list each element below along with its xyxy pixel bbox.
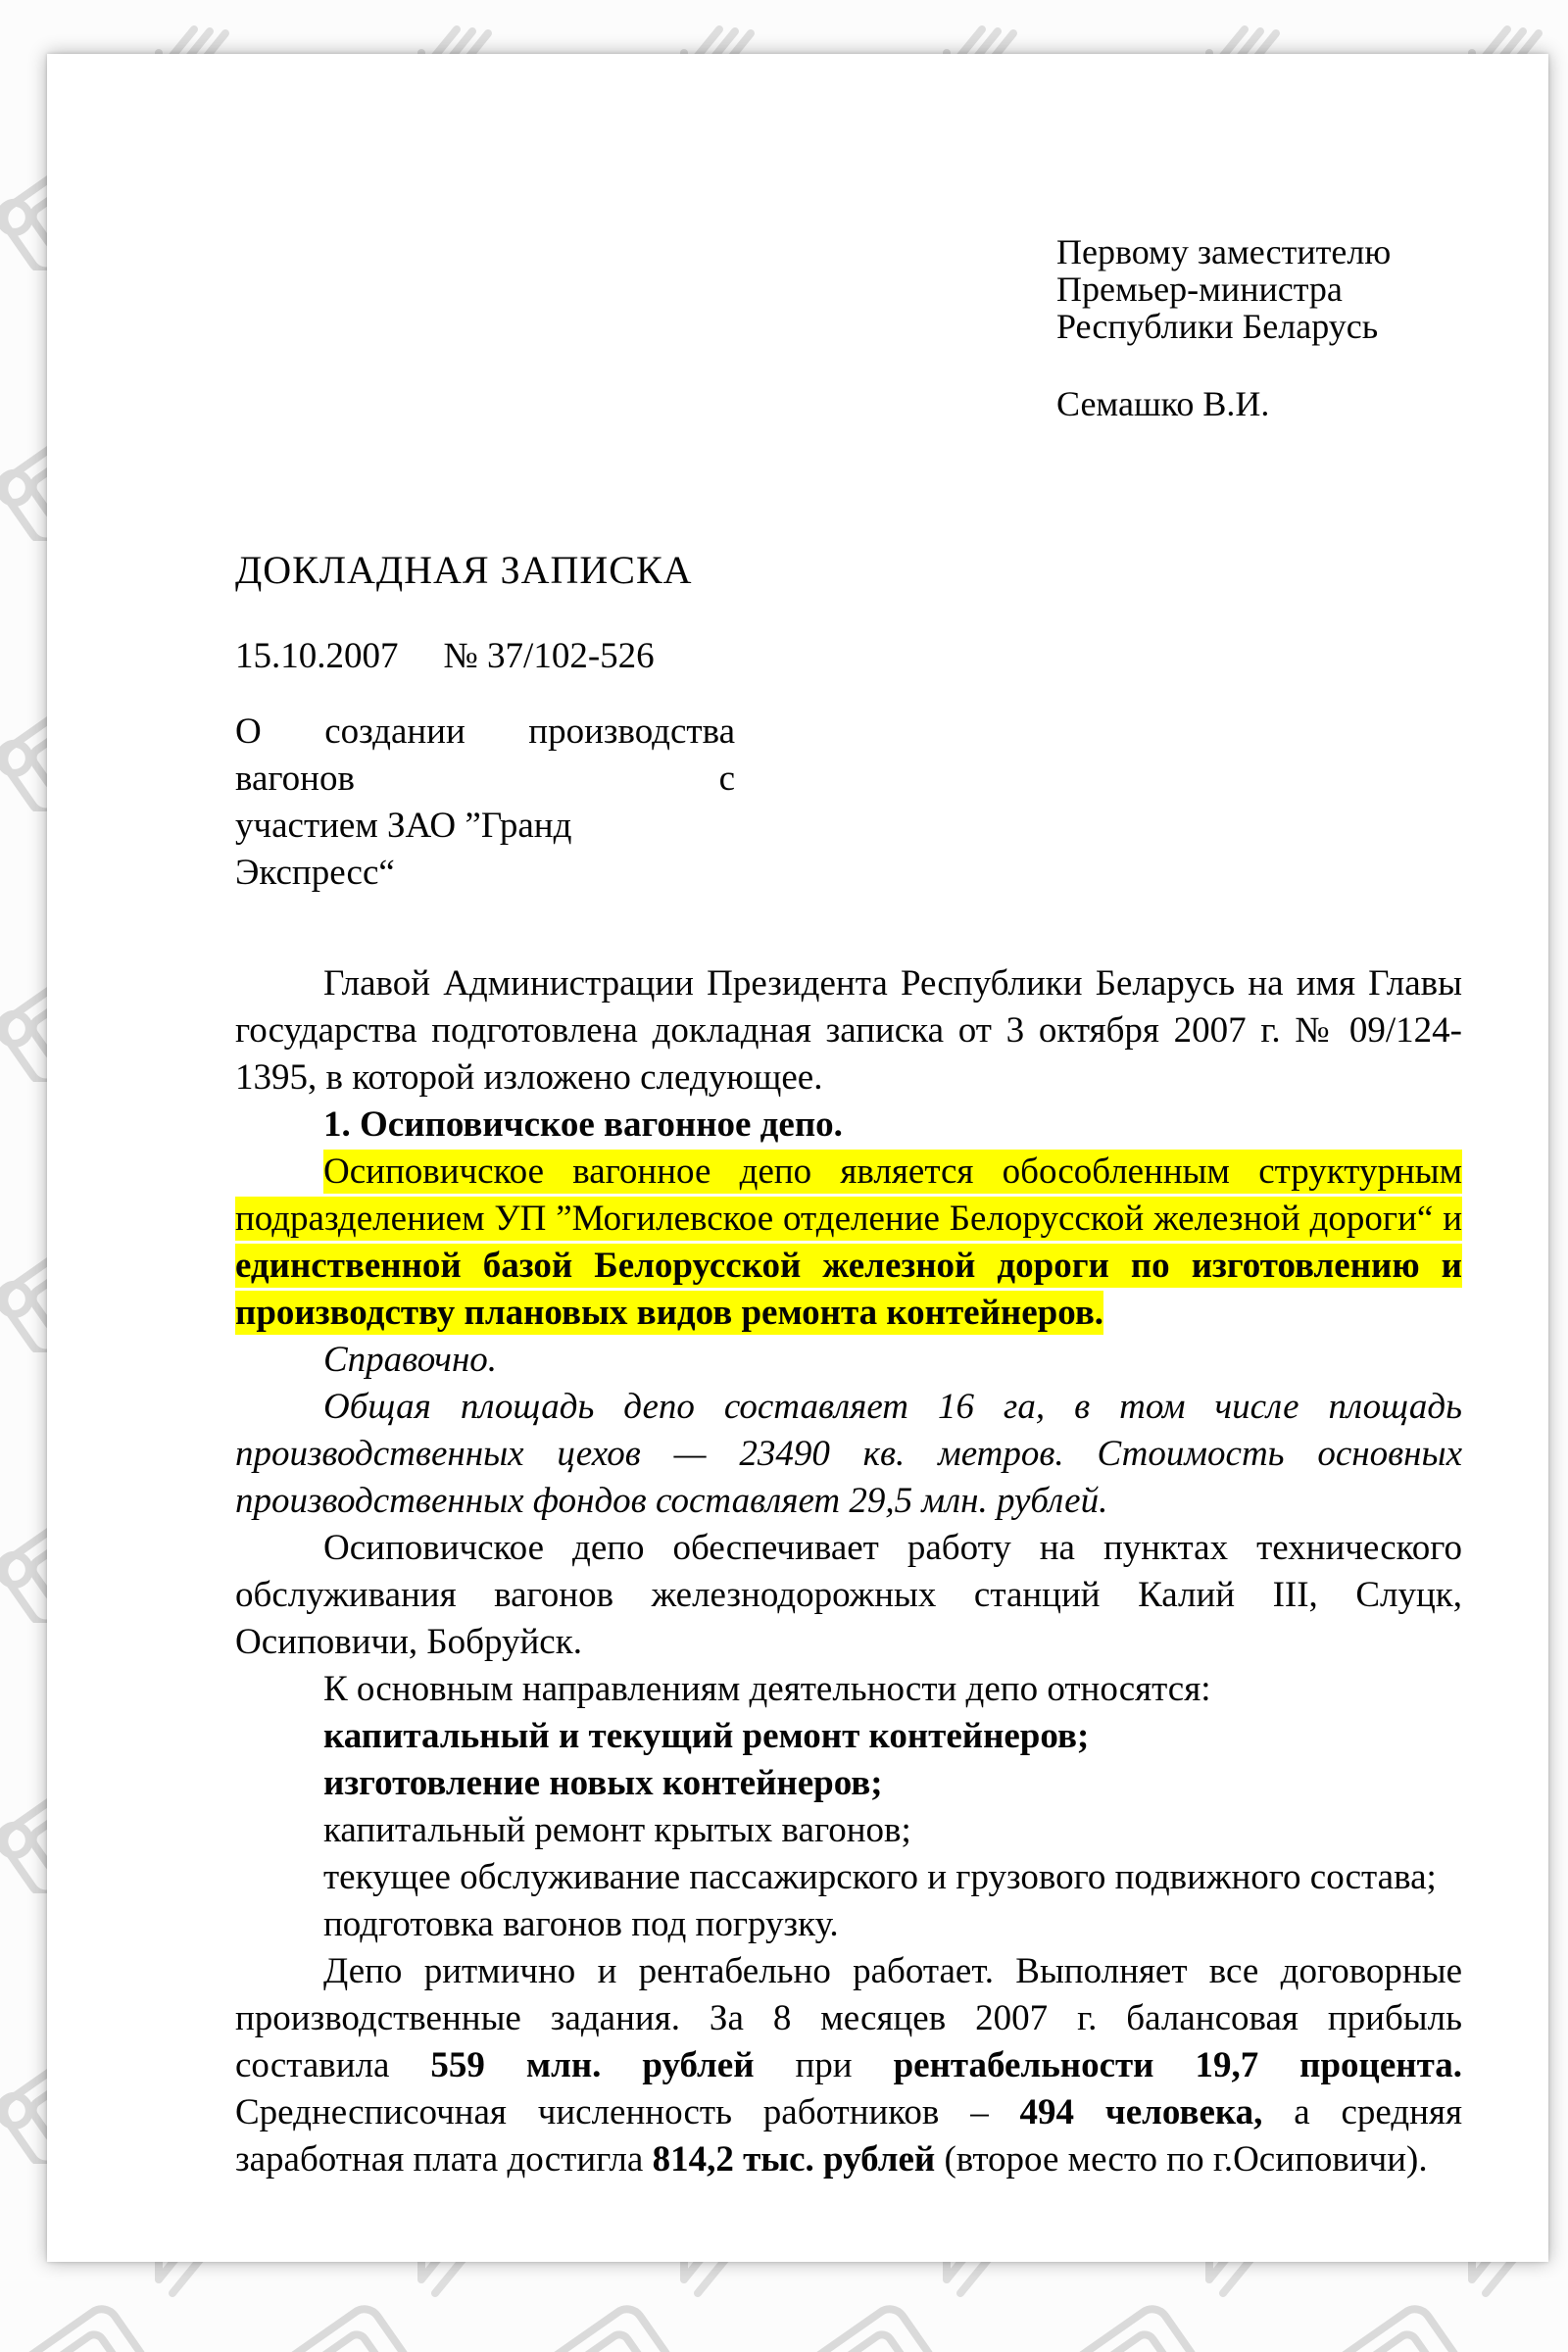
activity-item: текущее обслуживание пассажирского и грузового подвижного состава; [323, 1857, 1437, 1897]
summary-text: (второе место по г.Осиповичи). [935, 2139, 1428, 2180]
document-subject [235, 709, 735, 897]
document-body [235, 960, 1462, 2183]
document-date: 15.10.2007 [235, 636, 399, 676]
subject-line: участием ЗАО ”Гранд Экспресс“ [235, 806, 572, 893]
activities-intro: К основным направлениям деятельности депо относятся: [323, 1669, 1211, 1709]
highlight-mark [235, 1150, 1462, 1335]
reference-paragraph: Общая площадь депо составляет 16 га, в том числе площадь производственных цехов — 23490 кв. метров. Стоимость основных производственных фондов составляет 29,5 млн. рублей. [235, 1387, 1462, 1521]
recipient-line: Первому заместителю [1056, 232, 1392, 271]
reference-label: Справочно. [323, 1340, 498, 1380]
activity-item: изготовление новых контейнеров; [323, 1763, 883, 1803]
document-dateline [235, 633, 1462, 680]
highlighted-paragraph [235, 1149, 1462, 1337]
summary-bold: рентабельности 19,7 процента. [893, 2045, 1462, 2085]
summary-bold: 814,2 тыс. рублей [652, 2139, 936, 2180]
section-heading: 1. Осиповичское вагонное депо. [323, 1104, 843, 1145]
highlight-text-normal: Осиповичское вагонное депо является обособленным структурным подразделением УП ”Могилевское отделение Белорусской железной дороги“ и [235, 1152, 1462, 1239]
recipient-block [1056, 233, 1462, 422]
summary-text: Среднесписочная численность работников – [235, 2092, 1020, 2132]
intro-paragraph: Главой Администрации Президента Республики Беларусь на имя Главы государства подготовлена докладная записка от 3 октября 2007 г. № 09/124-1395, в которой изложено следующее. [235, 963, 1462, 1098]
document-number: № 37/102-526 [443, 636, 655, 676]
subject-line: О создании производства вагонов с [235, 711, 735, 799]
recipient-line: Премьер-министра [1056, 270, 1343, 309]
summary-bold: 559 млн. рублей [430, 2045, 755, 2085]
summary-paragraph [235, 1948, 1462, 2183]
document-title: ДОКЛАДНАЯ ЗАПИСКА [235, 548, 693, 592]
depot-service-paragraph: Осиповичское депо обеспечивает работу на пунктах технического обслуживания вагонов железнодорожных станций Калий III, Слуцк, Осиповичи, Бобруйск. [235, 1528, 1462, 1662]
recipient-line: Республики Беларусь [1056, 307, 1379, 346]
activity-item: капитальный ремонт крытых вагонов; [323, 1810, 911, 1850]
activity-item: подготовка вагонов под погрузку. [323, 1904, 839, 1944]
summary-text: при [754, 2045, 894, 2085]
summary-bold: 494 человека, [1019, 2092, 1263, 2132]
recipient-name: Семашко В.И. [1056, 384, 1270, 423]
summary-text: а средняя заработная плата достигла [235, 2092, 1462, 2180]
activity-item: капитальный и текущий ремонт контейнеров; [323, 1716, 1090, 1756]
document-page [47, 54, 1548, 2262]
summary-text: Депо ритмично и рентабельно работает. Выполняет все договорные производственные задания. За 8 месяцев 2007 г. балансовая прибыль составила [235, 1951, 1462, 2085]
highlight-text-bold: единственной базой Белорусской железной дороги по изготовлению и производству плановых видов ремонта контейнеров. [235, 1246, 1462, 1333]
